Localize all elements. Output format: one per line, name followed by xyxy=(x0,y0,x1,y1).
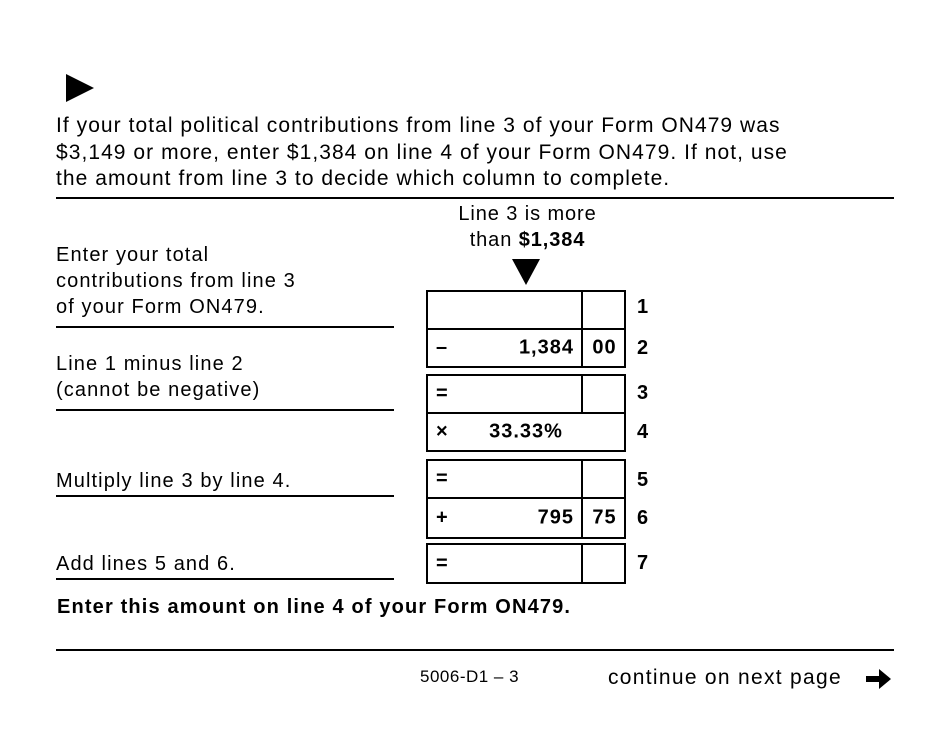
intro-text xyxy=(56,113,886,193)
line-number-3: 3 xyxy=(637,382,649,404)
line-4-field xyxy=(426,412,626,452)
row-2-label-line-2: (cannot be negative) xyxy=(56,379,261,401)
row-5-rule xyxy=(56,495,394,497)
row-1-label-line-2: contributions from line 3 xyxy=(56,270,296,292)
final-instruction: Enter this amount on line 4 of your Form ON479. xyxy=(57,596,572,618)
line-4-rate: 33.33% xyxy=(489,420,563,443)
line-5-input[interactable] xyxy=(426,459,626,499)
line-4-operator: × xyxy=(436,420,449,443)
row-7-label xyxy=(56,551,396,577)
line-3-cents-divider xyxy=(581,376,583,412)
row-1-label-line-3: of your Form ON479. xyxy=(56,296,265,318)
column-header-amount: $1,384 xyxy=(518,229,586,251)
row-7-label-line-1: Add lines 5 and 6. xyxy=(56,553,236,575)
line-1-cents-divider xyxy=(581,292,583,328)
row-1-label xyxy=(56,242,396,320)
continue-link[interactable] xyxy=(608,666,842,690)
row-2-label-line-1: Line 1 minus line 2 xyxy=(56,353,244,375)
line-1-input[interactable] xyxy=(426,290,626,330)
form-code: 5006-D1 – 3 xyxy=(420,667,520,686)
row-2-label xyxy=(56,351,396,403)
intro-line-1: If your total political contributions from line 3 of your Form ON479 was xyxy=(56,114,781,137)
line-5-cents-divider xyxy=(581,461,583,497)
line-6-dollars: 795 xyxy=(537,506,574,529)
top-divider xyxy=(56,197,894,199)
line-6-field xyxy=(426,497,626,539)
line-number-1: 1 xyxy=(637,296,649,318)
line-5-operator: = xyxy=(436,467,449,490)
column-header-line-1: Line 3 is more xyxy=(458,203,597,225)
line-6-cents: 75 xyxy=(592,506,617,529)
line-2-cents: 00 xyxy=(592,336,617,359)
down-triangle-icon xyxy=(512,259,540,285)
bottom-divider xyxy=(56,649,894,651)
continue-text: continue on next page xyxy=(608,666,842,689)
line-3-input[interactable] xyxy=(426,374,626,414)
line-number-7: 7 xyxy=(637,552,649,574)
line-number-4: 4 xyxy=(637,421,649,443)
arrow-right-icon xyxy=(864,667,892,691)
line-6-operator: + xyxy=(436,506,449,529)
line-2-field xyxy=(426,328,626,368)
column-header-line-2 xyxy=(430,227,625,253)
row-1-rule xyxy=(56,326,394,328)
line-6-cents-divider xyxy=(581,499,583,537)
line-number-6: 6 xyxy=(637,507,649,529)
row-5-label-line-1: Multiply line 3 by line 4. xyxy=(56,470,292,492)
line-number-2: 2 xyxy=(637,337,649,359)
line-2-cents-divider xyxy=(581,330,583,366)
line-2-dollars: 1,384 xyxy=(518,336,574,359)
row-5-label xyxy=(56,468,396,494)
row-2-rule xyxy=(56,409,394,411)
column-header-prefix: than xyxy=(469,229,513,251)
intro-line-2: $3,149 or more, enter $1,384 on line 4 of your Form ON479. If not, use xyxy=(56,140,788,164)
line-number-5: 5 xyxy=(637,469,649,491)
line-3-operator: = xyxy=(436,382,449,405)
row-1-label-line-1: Enter your total xyxy=(56,244,210,266)
right-triangle-icon xyxy=(66,74,94,102)
line-7-operator: = xyxy=(436,552,449,574)
intro-line-3: the amount from line 3 to decide which column to complete. xyxy=(56,167,671,190)
line-7-cents-divider xyxy=(581,545,583,582)
row-7-rule xyxy=(56,578,394,580)
line-7-input[interactable] xyxy=(426,543,626,584)
line-2-operator: – xyxy=(436,336,449,359)
column-header xyxy=(430,201,625,253)
